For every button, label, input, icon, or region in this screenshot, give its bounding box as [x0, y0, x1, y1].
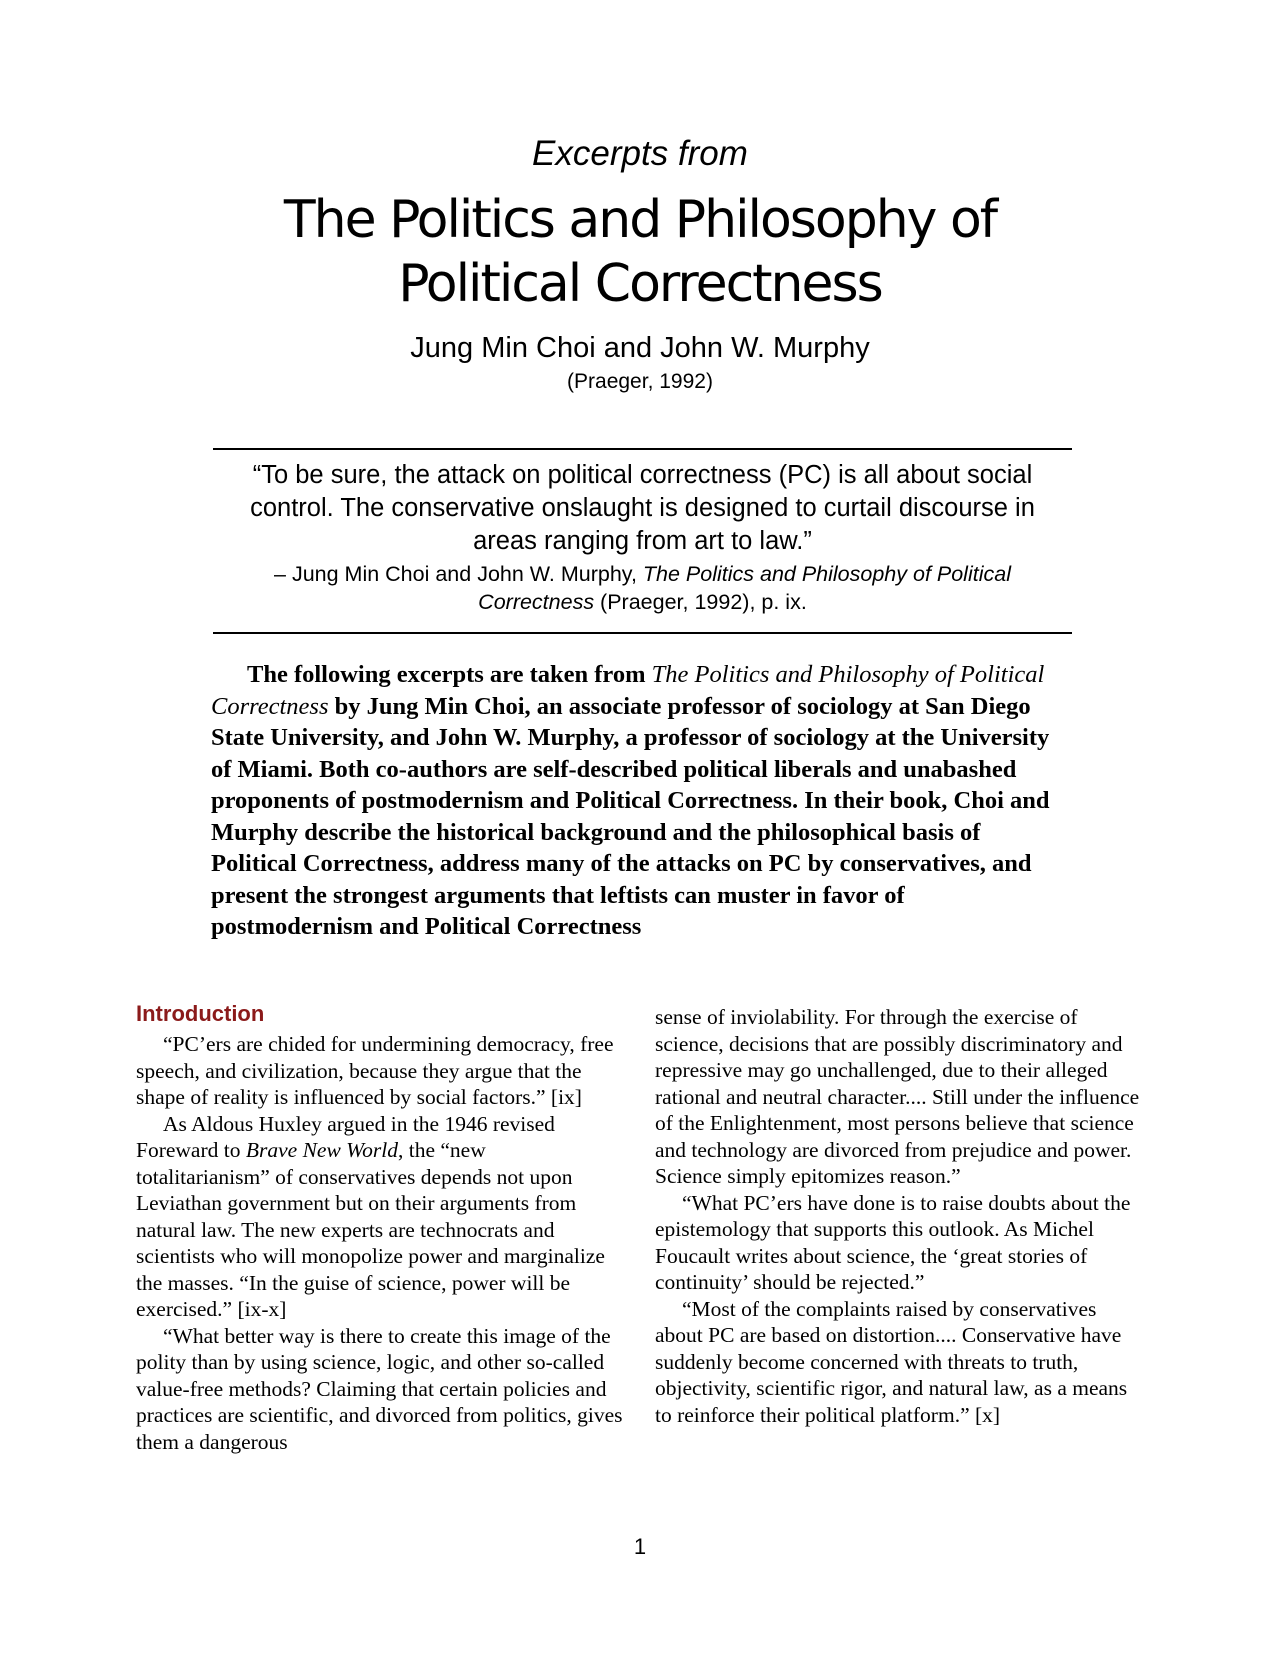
epigraph-quote [240, 459, 1045, 558]
body-paragraph-3-start: “What better way is there to create this image of the polity than by using science, logic, and other so-called value-free methods? Claiming that certain policies and practices are scientific, and divorced from politics, gives them a dangerous [136, 1323, 623, 1454]
epigraph-quote-text: “To be sure, the attack on political correctness (PC) is all about social control. The conservative onslaught is designed to curtail discourse in areas ranging from art to law.” [250, 461, 1035, 555]
p2-book-title: Brave New World [245, 1138, 398, 1162]
body-paragraph-5: “Most of the complaints raised by conservatives about PC are based on distortion.... Conservative have suddenly become concerned with threats to truth, objectivity, scientific rigor, and natural law, as a means to reinforce their political platform.” [x] [655, 1296, 1128, 1427]
body-paragraph-3-continued: sense of inviolability. For through the exercise of science, decisions that are possibly discriminatory and repressive may go unchallenged, due to their alleged rational and neutral character.... Still under the influence of the Enlightenment, most persons believe that science and technology are divorced from prejudice and power. Science simply epitomizes reason.” [655, 1005, 1140, 1188]
body-paragraph-2 [136, 1111, 624, 1323]
publisher-info: (Praeger, 1992) [567, 370, 713, 393]
intro-book-title: The Politics and Philosophy of Political Correctness [211, 661, 1045, 720]
book-title [0, 188, 1280, 316]
body-paragraph-1: “PC’ers are chided for undermining democracy, free speech, and civilization, because they argue that the shape of reality is influenced by social factors.” [ix] [136, 1032, 614, 1109]
intro-suffix: by Jung Min Choi, an associate professor of sociology at San Diego State University, and John W. Murphy, a professor of sociology at the University of Miami. Both co-authors are self-described political liberals and unabashed proponents of postmodernism and Political Correctness. In their book, Choi and Murphy describe the historical background and the philosophical basis of Political Correctness, address many of the attacks on PC by conservatives, and present the strongest arguments that leftists can muster in favor of postmodernism and Political Correctness [211, 692, 1050, 940]
authors: Jung Min Choi and John W. Murphy [410, 332, 870, 364]
intro-prefix: The following excerpts are taken from [247, 661, 652, 688]
intro-paragraph [211, 659, 1071, 943]
p2-prefix: As Aldous Huxley argued in the 1946 revised Foreward to [136, 1111, 555, 1162]
p2-suffix: , the “new totalitarianism” of conservatives depends not upon Leviathan government but on their arguments from natural law. The new experts are technocrats and scientists who will monopolize power and marginalize the masses. “In the guise of science, power will be exercised.” [ix-x] [136, 1138, 605, 1321]
attribution-book-title: The Politics and Philosophy of Political Correctness [478, 562, 1011, 614]
excerpt-kicker: Excerpts from [532, 134, 748, 173]
book-title-line-2: Political Correctness [398, 254, 882, 314]
column-left [136, 1001, 624, 1455]
body-paragraph-4: “What PC’ers have done is to raise doubts about the epistemology that supports this outlook. As Michel Foucault writes about science, the ‘great stories of continuity’ should be rejected.” [655, 1190, 1131, 1294]
attribution-prefix: – Jung Min Choi and John W. Murphy, [274, 562, 643, 586]
section-heading: Introduction [136, 1001, 265, 1026]
attribution-suffix: (Praeger, 1992), p. ix. [594, 590, 807, 614]
epigraph-top-rule [213, 448, 1072, 450]
page-number: 1 [633, 1534, 647, 1559]
epigraph-attribution [240, 560, 1045, 616]
column-right [655, 1004, 1145, 1428]
book-title-line-1: The Politics and Philosophy of [283, 190, 997, 250]
epigraph-bottom-rule [213, 632, 1072, 634]
